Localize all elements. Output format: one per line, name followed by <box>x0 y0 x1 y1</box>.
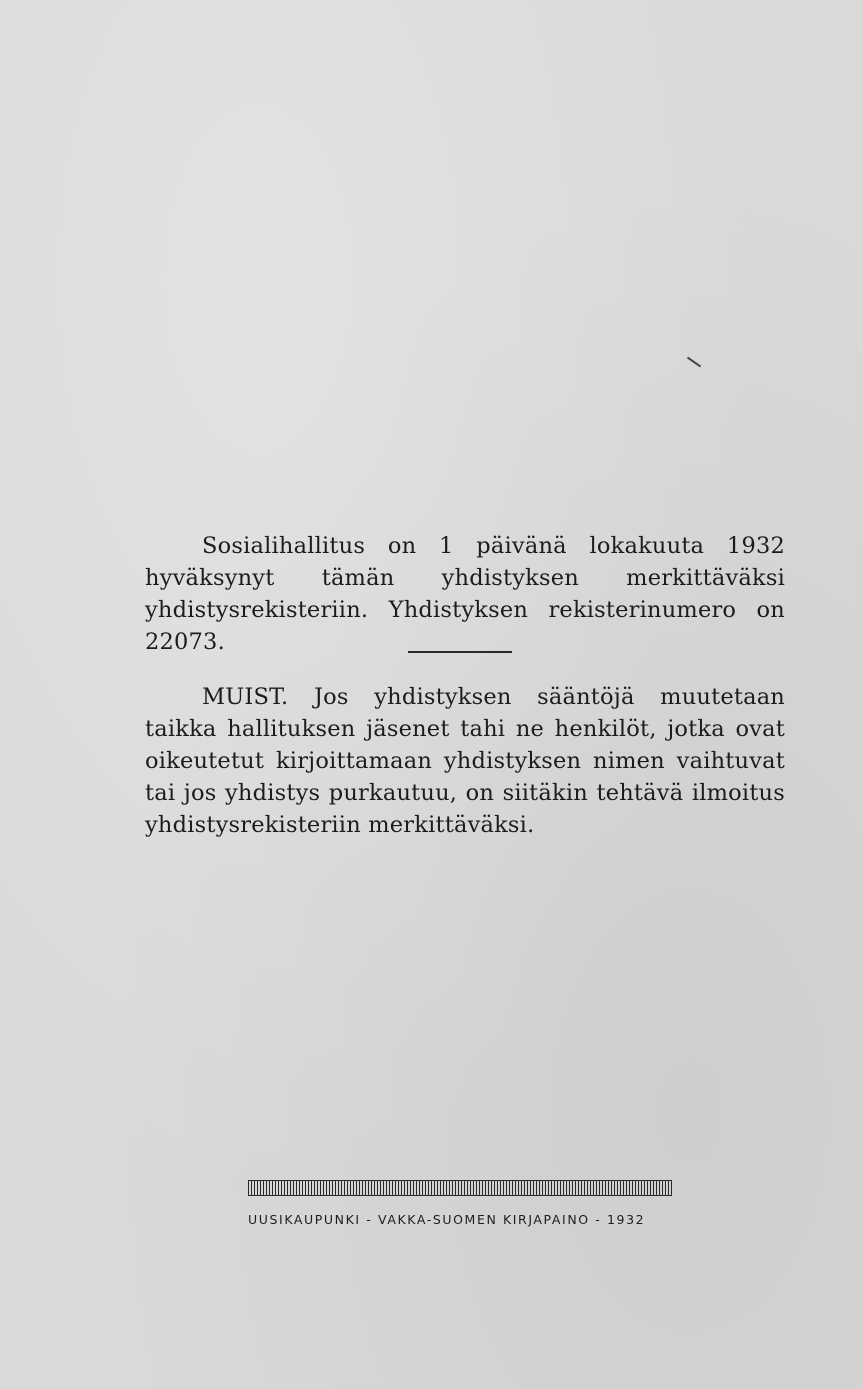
ink-speck <box>687 357 701 368</box>
remark-text: MUIST. Jos yhdistyksen sääntöjä muutetaan taikka hallituksen jäsenet tahi ne henkilöt, jotka ovat oikeutetut kirjoittamaan yhdistyksen nimen vaihtuvat tai jos yhdistys purkautuu, on siitäkin tehtävä ilmoitus yhdistysrekisteriin merkittäväksi. <box>145 684 785 838</box>
decorative-rule <box>248 1180 672 1196</box>
registration-notice <box>145 530 785 658</box>
remark-section <box>145 681 785 841</box>
registration-notice-text: Sosialihallitus on 1 päivänä lokakuuta 1932 hyväksynyt tämän yhdistyksen merkittäväksi yhdistysrekisteriin. Yhdistyksen rekisterinumero on 22073. <box>145 533 785 655</box>
printer-imprint: UUSIKAUPUNKI - VAKKA-SUOMEN KIRJAPAINO - 1932 <box>248 1212 646 1227</box>
section-divider <box>408 651 512 653</box>
